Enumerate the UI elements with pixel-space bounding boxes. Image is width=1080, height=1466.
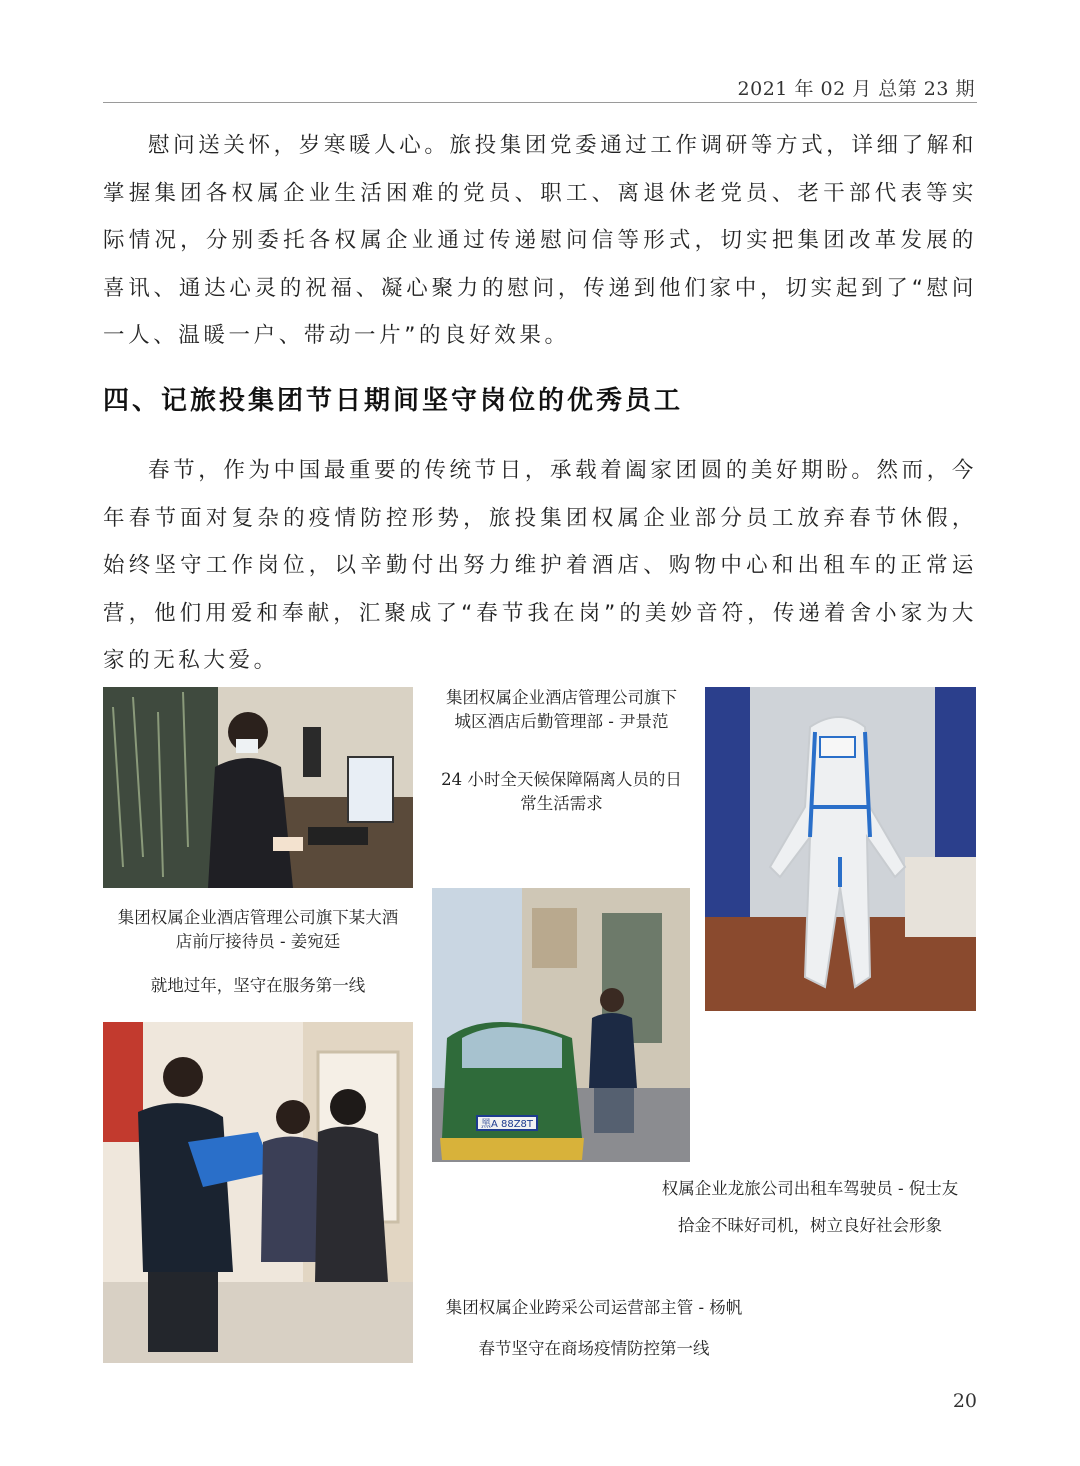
taxi-plate-text: 黑A 88Z8T [480,1119,534,1130]
taxi-subcaption: 拾金不昧好司机，树立良好社会形象 [678,1216,942,1235]
taxi-photo [432,888,690,1162]
receptionist-caption [95,906,421,954]
mall-caption: 集团权属企业跨采公司运营部主管 - 杨帆 [445,1298,743,1317]
hotel-logistics-subcaption-line1: 24 小时全天候保障隔离人员的日 [441,770,682,789]
receptionist-photo [103,687,413,888]
hotel-logistics-caption-line1: 集团权属企业酒店管理公司旗下 [446,688,677,707]
mall-subcaption: 春节坚守在商场疫情防控第一线 [478,1339,710,1358]
hotel-logistics-caption-line2: 城区酒店后勤管理部 - 尹景范 [454,712,669,731]
section-heading: 四、记旅投集团节日期间坚守岗位的优秀员工 [103,386,684,416]
page-number: 20 [952,1390,977,1412]
hotel-logistics-subcaption [424,768,699,816]
hotel-logistics-subcaption-line2: 常生活需求 [520,794,603,813]
mall-photo [103,1022,413,1363]
protective-suit-photo [705,687,976,1011]
receptionist-caption-line1: 集团权属企业酒店管理公司旗下某大酒 [117,908,399,927]
issue-header: 2021 年 02 月 总第 23 期 [737,78,975,100]
paragraph-spring-festival: 春节，作为中国最重要的传统节日，承载着阖家团圆的美好期盼。然而，今年春节面对复杂的疫情防控形势，旅投集团权属企业部分员工放弃春节休假，始终坚守工作岗位，以辛勤付出努力维护着酒店、购物中心和出租车的正常运营，他们用爱和奉献，汇聚成了“春节我在岗”的美妙音符，传递着舍小家为大家的无私大爱。 [103,458,977,673]
header-divider [103,102,977,103]
receptionist-caption-line2: 店前厅接待员 - 姜宛廷 [175,932,341,951]
paragraph-condolence: 慰问送关怀，岁寒暖人心。旅投集团党委通过工作调研等方式，详细了解和掌握集团各权属企业生活困难的党员、职工、离退休老党员、老干部代表等实际情况，分别委托各权属企业通过传递慰问信等形式，切实把集团改革发展的喜讯、通达心灵的祝福、凝心聚力的慰问，传递到他们家中，切实起到了“慰问一人、温暖一户、带动一片”的良好效果。 [103,133,977,348]
hotel-logistics-caption [424,686,699,734]
taxi-caption: 权属企业龙旅公司出租车驾驶员 - 倪士友 [661,1179,959,1198]
receptionist-subcaption: 就地过年，坚守在服务第一线 [150,976,366,995]
